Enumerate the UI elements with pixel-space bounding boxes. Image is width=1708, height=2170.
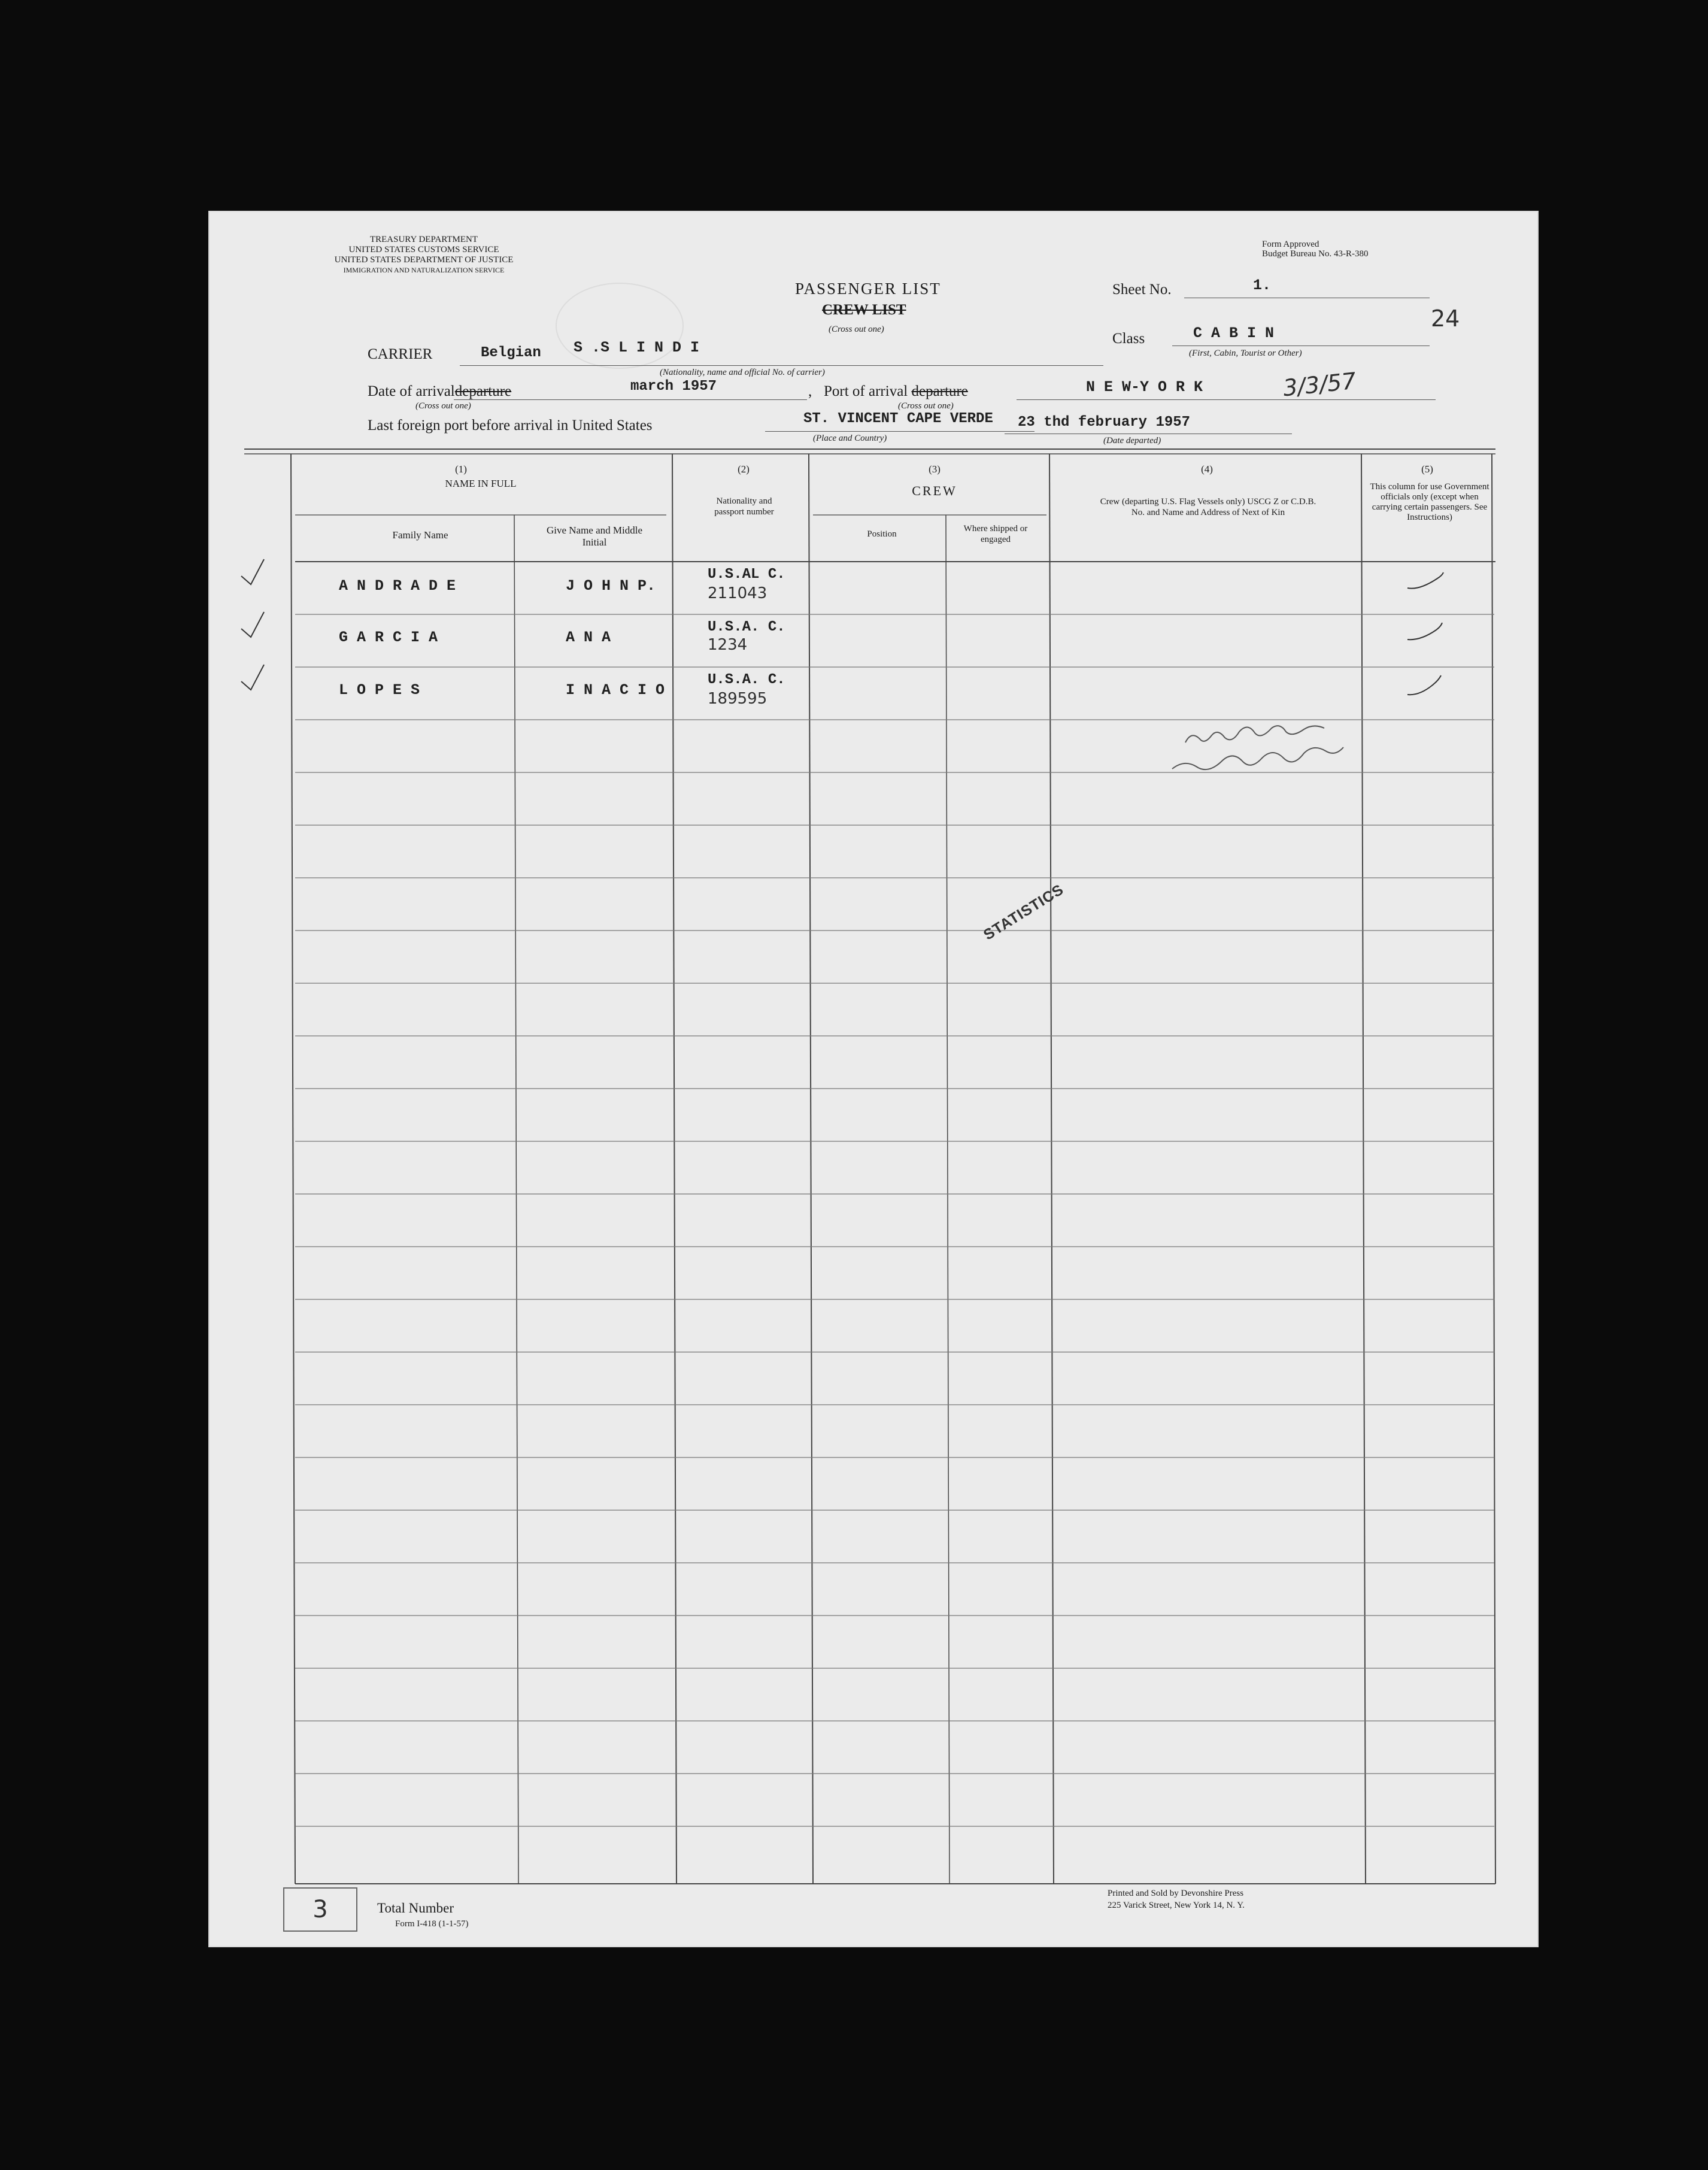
sheet-value: 1.	[1253, 277, 1272, 294]
row3-family: L O P E S	[339, 681, 420, 699]
col3a-position: Position	[867, 529, 897, 539]
class-value: C A B I N	[1193, 325, 1275, 342]
sheet-label: Sheet No.	[1112, 281, 1172, 298]
row1-family: A N D R A D E	[339, 577, 456, 595]
class-label: Class	[1112, 331, 1145, 347]
form-approved-line: Form Approved	[1262, 240, 1319, 249]
total-number-value: 3	[313, 1896, 328, 1923]
page-mark: 24	[1431, 305, 1460, 332]
date-label-struck: departure	[454, 383, 512, 399]
dept-line: UNITED STATES DEPARTMENT OF JUSTICE	[334, 255, 514, 265]
col1-number: (1)	[455, 463, 467, 475]
handwritten-signature	[1172, 726, 1343, 769]
check-mark	[1407, 572, 1443, 589]
passenger-table-grid	[208, 211, 1539, 1947]
col5-title: This column for use Government officials only (except when carrying certain passengers. See Instructions)	[1370, 482, 1489, 522]
check-mark	[1407, 675, 1441, 695]
form-sheet	[208, 211, 1539, 1947]
row1-given: J O H N P.	[566, 577, 656, 595]
margin-tick	[241, 559, 264, 584]
total-number-label: Total Number	[377, 1901, 454, 1916]
row3-nat2: 189595	[708, 690, 767, 708]
departed-hint: (Date departed)	[1103, 436, 1161, 445]
margin-tick	[241, 665, 264, 690]
printer-line1: Printed and Sold by Devonshire Press	[1108, 1889, 1244, 1898]
col4-number: (4)	[1201, 463, 1213, 475]
date-label-text: Date of arrival	[368, 383, 455, 399]
row2-nat1: U.S.A. C.	[708, 619, 785, 635]
last-port-label: Last foreign port before arrival in United States	[368, 417, 653, 434]
dept-line: IMMIGRATION AND NATURALIZATION SERVICE	[343, 266, 505, 274]
col1-title: NAME IN FULL	[445, 478, 517, 489]
port-label-struck: departure	[911, 383, 968, 399]
col4-title: Crew (departing U.S. Flag Vessels only) USCG Z or C.D.B. No. and Name and Address of Next of Kin	[1100, 497, 1316, 517]
date-comma: ,	[808, 383, 812, 399]
printer-line2: 225 Varick Street, New York 14, N. Y.	[1108, 1901, 1245, 1910]
col5-number: (5)	[1421, 463, 1433, 475]
col1b-given-name: Give Name and Middle Initial	[546, 525, 643, 548]
col1a-family-name: Family Name	[392, 529, 448, 541]
row3-given: I N A C I O	[566, 681, 665, 699]
row1-nat2: 211043	[708, 584, 767, 602]
col2-number: (2)	[738, 463, 750, 475]
departed-value: 23 thd february 1957	[1018, 414, 1191, 431]
date-hint: (Cross out one)	[415, 401, 471, 411]
col3-number: (3)	[929, 463, 941, 475]
carrier-nationality: Belgian	[481, 345, 541, 361]
dept-line: TREASURY DEPARTMENT	[369, 235, 478, 244]
last-port-value: ST. VINCENT CAPE VERDE	[803, 411, 993, 427]
port-hand-date: 3/3/57	[1282, 367, 1358, 402]
port-label-text: Port of arrival	[824, 383, 908, 399]
row3-nat1: U.S.A. C.	[708, 672, 785, 688]
port-hint: (Cross out one)	[898, 401, 954, 411]
port-value: N E W-Y O R K	[1086, 378, 1203, 396]
row2-family: G A R C I A	[339, 629, 438, 646]
col3b-where-shipped: Where shipped or engaged	[963, 524, 1028, 544]
dept-line: UNITED STATES CUSTOMS SERVICE	[348, 245, 499, 254]
col2-title: Nationality and passport number	[714, 496, 774, 517]
form-approved-line: Budget Bureau No. 43-R-380	[1262, 249, 1369, 259]
form-id: Form I-418 (1-1-57)	[395, 1919, 469, 1929]
row2-nat2: 1234	[708, 636, 748, 654]
carrier-name: S .S L I N D I	[574, 339, 700, 356]
carrier-hint: (Nationality, name and official No. of carrier)	[660, 368, 825, 377]
col3-title: CREW	[912, 483, 957, 498]
crew-list-struck: CREW LIST	[822, 302, 906, 318]
row1-nat1: U.S.AL C.	[708, 566, 785, 583]
row2-given: A N A	[566, 629, 611, 646]
carrier-label: CARRIER	[368, 346, 433, 362]
statistics-stamp: STATISTICS	[981, 881, 1067, 944]
list-title: PASSENGER LIST	[795, 280, 941, 298]
check-mark	[1407, 623, 1442, 640]
class-hint: (First, Cabin, Tourist or Other)	[1189, 348, 1302, 358]
date-value: march 1957	[630, 378, 717, 395]
total-number-box	[283, 1887, 357, 1932]
margin-tick	[241, 612, 264, 637]
last-port-hint: (Place and Country)	[813, 434, 887, 443]
cross-out-hint: (Cross out one)	[829, 325, 884, 334]
